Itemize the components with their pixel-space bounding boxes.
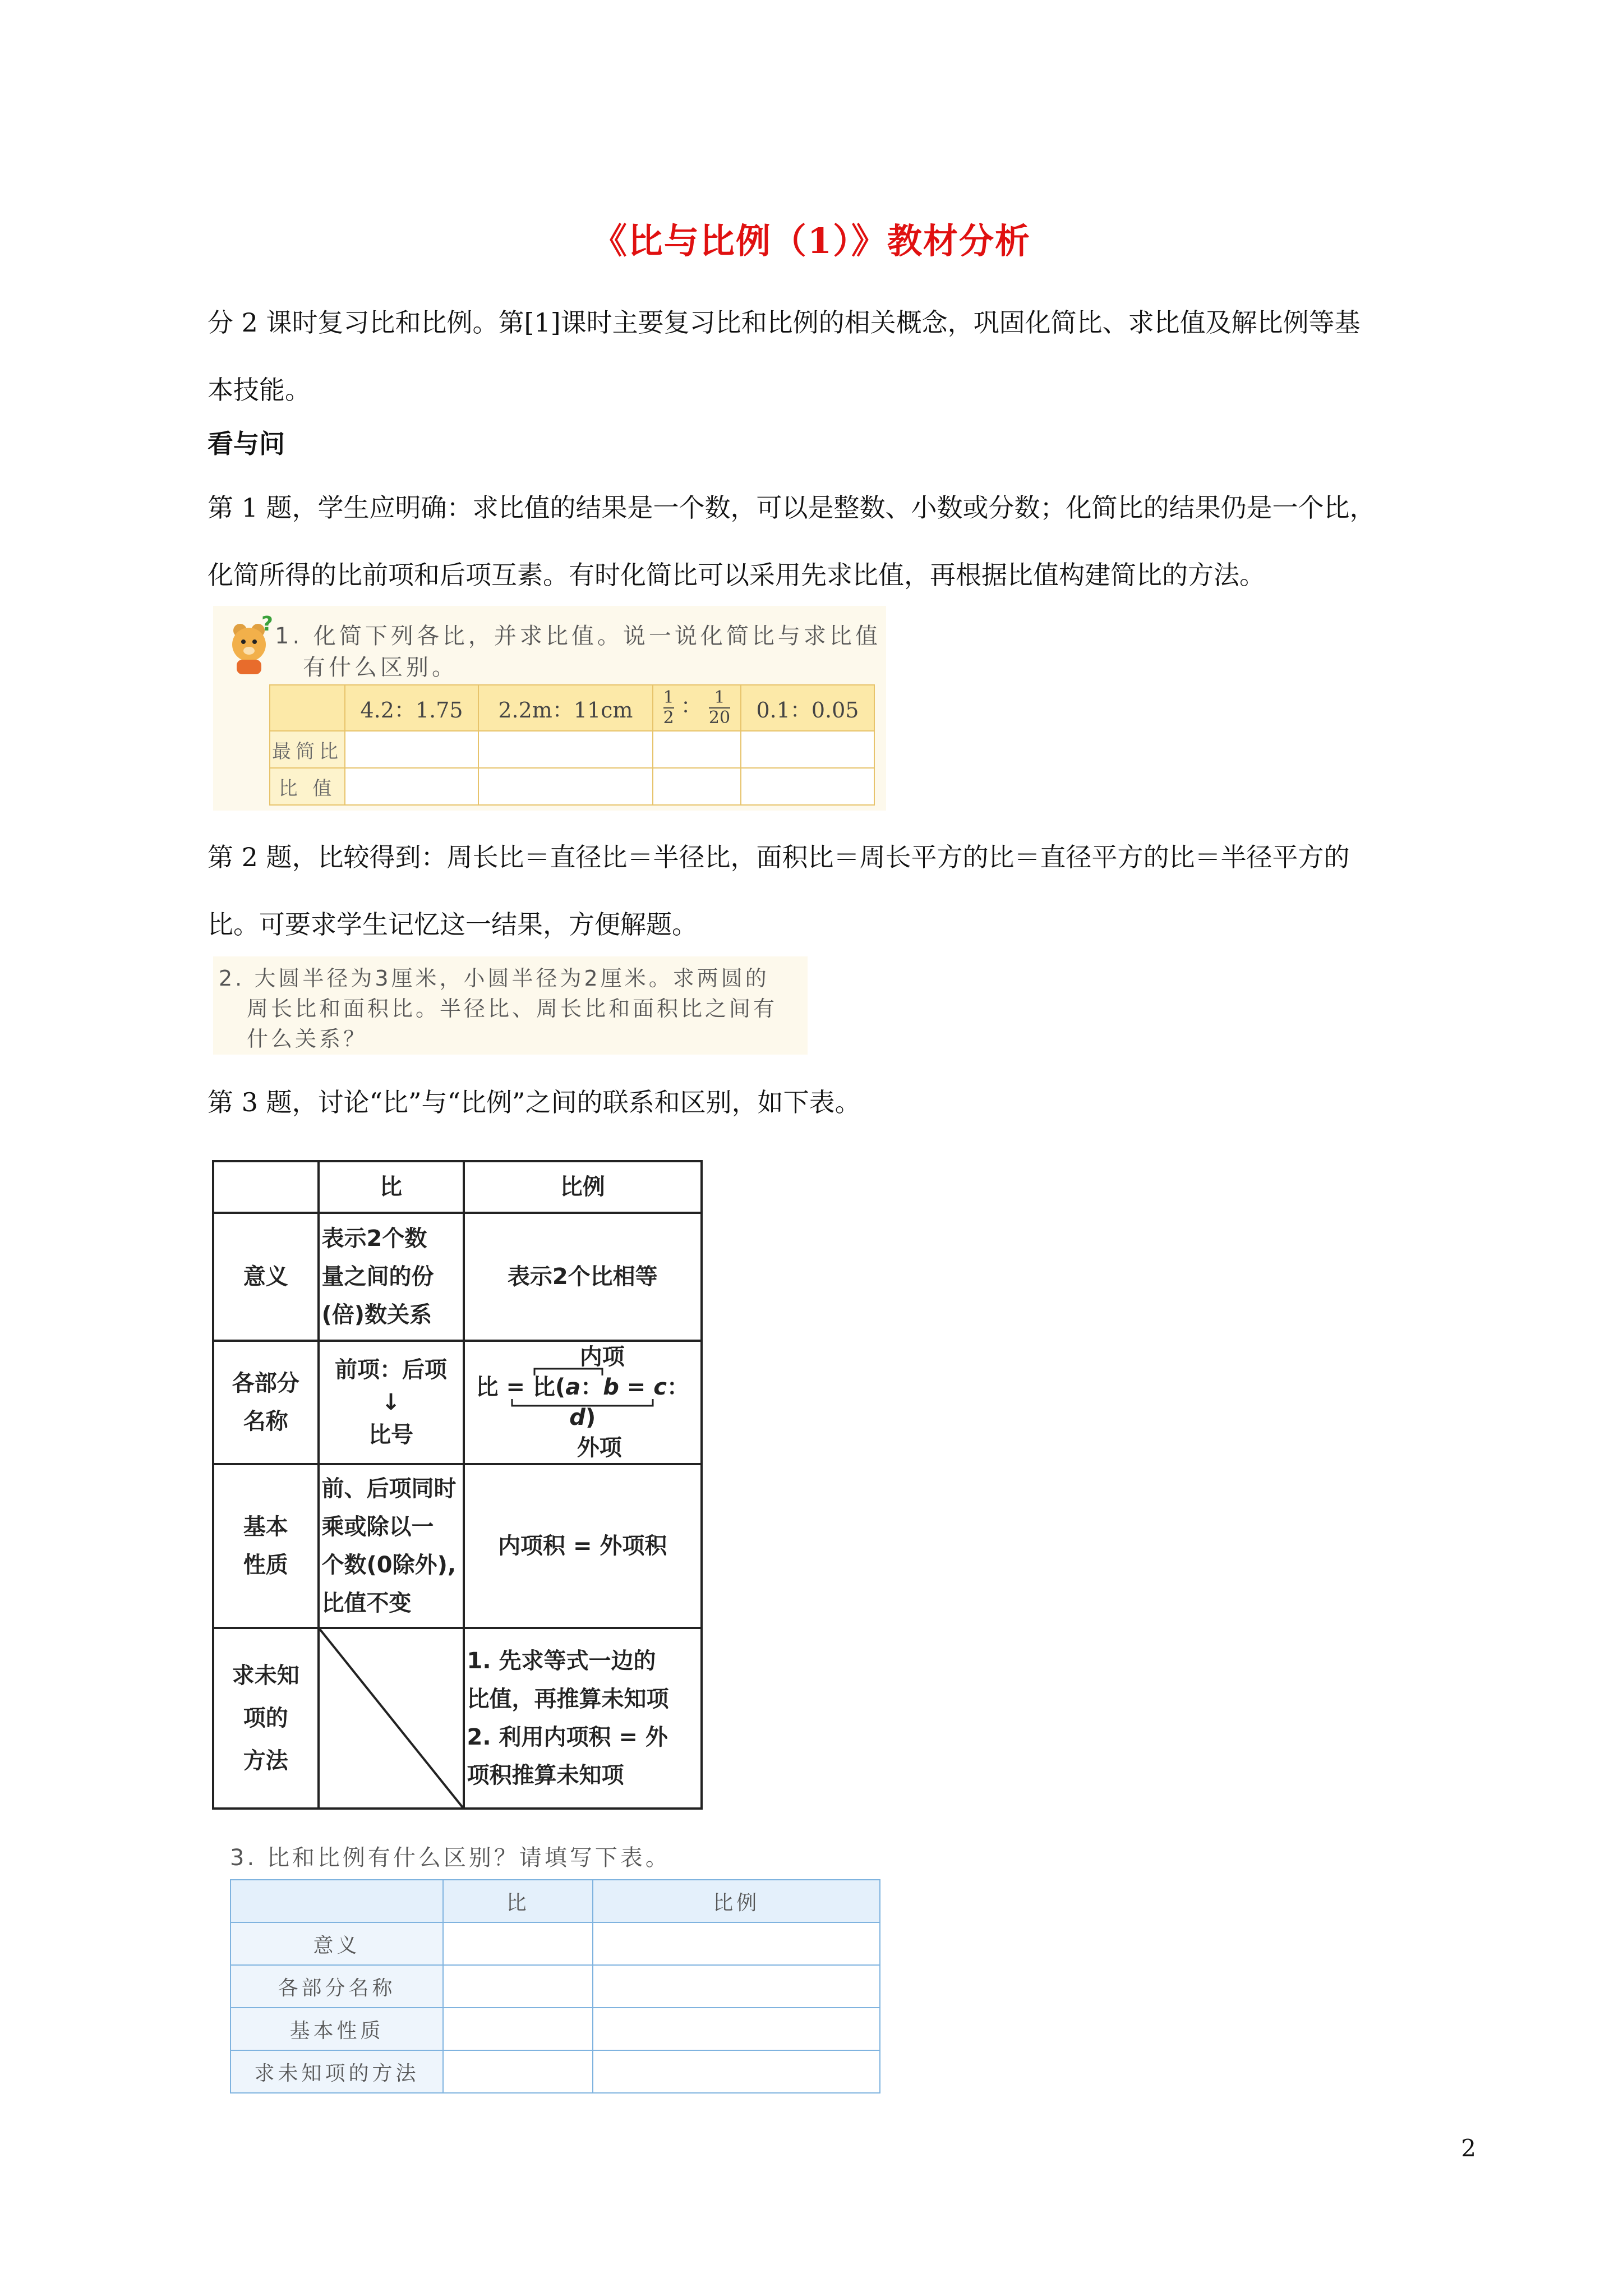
- exercise-1-corner-cell: [270, 685, 345, 731]
- exercise-3-corner: [230, 1880, 443, 1922]
- header-bili: 比例: [464, 1161, 702, 1213]
- row-property-bili: 内项积 = 外项积: [464, 1464, 702, 1628]
- exercise-1-table: [269, 684, 875, 806]
- q2-line-1: 第 2 题，比较得到：周长比＝直径比＝半径比，面积比＝周长平方的比＝直径平方的比＝半径平方的: [208, 842, 1350, 872]
- row-property-label: 基本 性质: [213, 1464, 319, 1628]
- row-method-bi-empty: [319, 1628, 464, 1809]
- row-meaning-bi: 表示2个数 量之间的份 (倍)数关系: [319, 1213, 464, 1341]
- inner-bracket-icon: [533, 1368, 603, 1377]
- row-property-bi: 前、后项同时 乘或除以一 个数(0除外), 比值不变: [319, 1464, 464, 1628]
- exercise-2-line-3: 什么关系？: [247, 1027, 368, 1051]
- exercise-2-image: [213, 956, 808, 1055]
- exercise-3-row-meaning: 意义: [230, 1922, 443, 1965]
- outer-term-label: 外项: [577, 1435, 622, 1461]
- exercise-1-row-value: 比 值: [270, 768, 345, 805]
- exercise-1-line-1: 1. 化简下列各比，并求比值。说一说化简比与求比值: [275, 623, 881, 649]
- section-heading: 看与问: [208, 429, 285, 459]
- page-number: 2: [1461, 2134, 1476, 2162]
- intro-line-1: 分 2 课时复习比和比例。第[1]课时主要复习比和比例的相关概念，巩固化简比、求比值及解比例等基: [208, 307, 1361, 338]
- svg-text:?: ?: [261, 614, 273, 636]
- q1-paragraph: [208, 474, 1497, 609]
- exercise-2-line-2: 周长比和面积比。半径比、周长比和面积比之间有: [247, 996, 778, 1021]
- q3-paragraph: 第 3 题，讨论“比”与“比例”之间的联系和区别，如下表。: [208, 1087, 861, 1117]
- comparison-table: [212, 1160, 703, 1810]
- q1-line-2: 化简所得的比前项和后项互素。有时化简比可以采用先求比值，再根据比值构建简比的方法。: [208, 560, 1265, 590]
- outer-bracket-icon: [511, 1398, 654, 1407]
- exercise-1-col-1: 4.2：1.75: [345, 685, 478, 731]
- fraction-2: $\frac{1}{20}$: [708, 688, 731, 728]
- row-meaning-bili: 表示2个比相等: [464, 1213, 702, 1341]
- exercise-1-line-2: 有什么区别。: [303, 655, 458, 680]
- diagonal-strike: [320, 1629, 463, 1807]
- exercise-3-row-method: 求未知项的方法: [230, 2050, 443, 2093]
- q2-paragraph: [208, 823, 1497, 958]
- exercise-3-row-property: 基本性质: [230, 2008, 443, 2050]
- comparison-table-image: [212, 1160, 703, 1794]
- exercise-2-line-1: 2. 大圆半径为3厘米，小圆半径为2厘米。求两圆的: [219, 966, 769, 991]
- intro-line-2: 本技能。: [208, 375, 311, 405]
- bear-mascot-icon: [218, 614, 274, 675]
- row-method-label: 求未知 项的 方法: [213, 1628, 319, 1809]
- exercise-1-col-3: $\frac{1}{2}$ ： $\frac{1}{20}$: [653, 685, 741, 731]
- row-meaning-label: 意义: [213, 1213, 319, 1341]
- exercise-1-col-4: 0.1：0.05: [741, 685, 874, 731]
- row-parts-bili: 内项 比 = 比(a：b = c：d) 外项: [464, 1341, 702, 1464]
- row-parts-label: 各部分 名称: [213, 1341, 319, 1464]
- page-title: 《比与比例（1）》教材分析: [592, 220, 1031, 261]
- exercise-1-col-2: 2.2m：11cm: [478, 685, 653, 731]
- row-parts-bi: 前项：后项 ↓ 比号: [319, 1341, 464, 1464]
- fraction-1: $\frac{1}{2}$: [663, 688, 674, 728]
- header-bi: 比: [319, 1161, 464, 1213]
- exercise-3-header-bili: 比例: [593, 1880, 880, 1922]
- exercise-3-header-bi: 比: [443, 1880, 593, 1922]
- exercise-3-table: [230, 1879, 880, 2093]
- intro-paragraph: [208, 289, 1497, 424]
- exercise-1-image: [213, 606, 886, 811]
- inner-term-label: 内项: [579, 1344, 625, 1370]
- q1-line-1: 第 1 题，学生应明确：求比值的结果是一个数，可以是整数、小数或分数；化简比的结果仍是一个比，: [208, 493, 1376, 523]
- exercise-3-row-parts: 各部分名称: [230, 1965, 443, 2008]
- exercise-3-image: [222, 1834, 892, 2092]
- row-method-bili: 1. 先求等式一边的 比值，再推算未知项 2. 利用内项积 = 外 项积推算未知项: [464, 1628, 702, 1809]
- exercise-3-line: 3. 比和比例有什么区别？请填写下表。: [230, 1845, 671, 1871]
- corner-cell: [213, 1161, 319, 1213]
- q2-line-2: 比。可要求学生记忆这一结果，方便解题。: [208, 909, 698, 940]
- exercise-1-row-simplest: 最简比: [270, 731, 345, 768]
- down-arrow-icon: ↓: [381, 1389, 400, 1415]
